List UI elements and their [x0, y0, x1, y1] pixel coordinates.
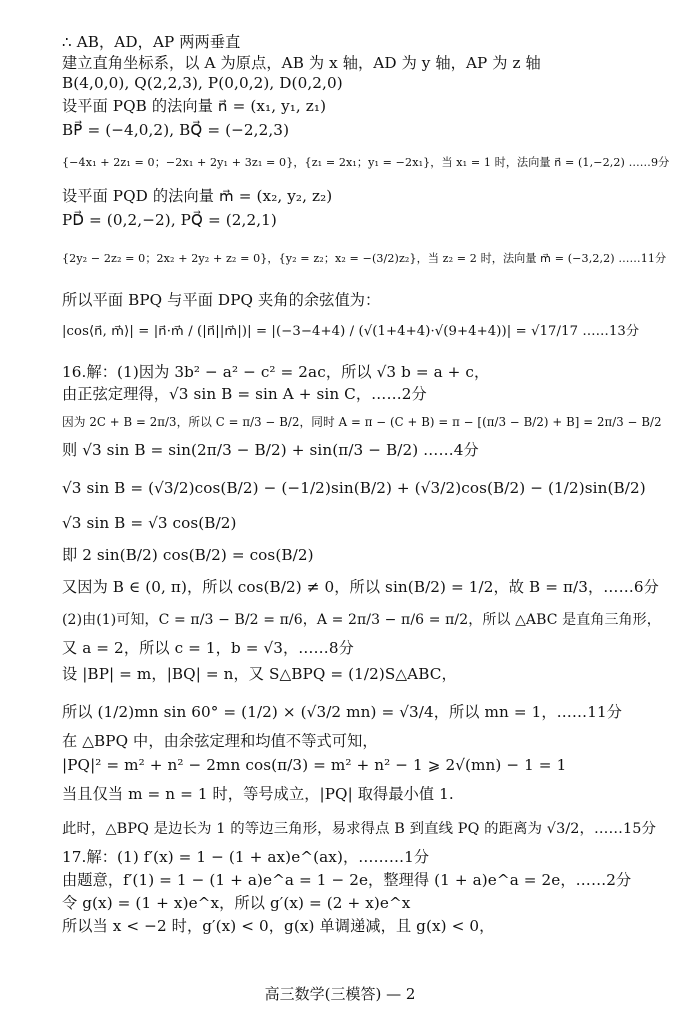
- text-line: |cos⟨n⃗, m⃗⟩| = |n⃗·m⃗ / (|n⃗||m⃗|)| = |(−3−4+4) / (√(1+4+4)·√(9+4+4))| = √17/17 ……13分: [62, 324, 640, 339]
- text-line: |PQ|² = m² + n² − 2mn cos(π/3) = m² + n² − 1 ⩾ 2√(mn) − 1 = 1: [62, 756, 567, 774]
- text-line: 在 △BPQ 中，由余弦定理和均值不等式可知，: [62, 732, 378, 750]
- text-line: 建立直角坐标系，以 A 为原点，AB 为 x 轴，AD 为 y 轴，AP 为 z 轴: [62, 54, 541, 72]
- text-line: 即 2 sin(B/2) cos(B/2) = cos(B/2): [62, 546, 314, 564]
- text-line: 所以当 x < −2 时，g′(x) < 0，g(x) 单调递减，且 g(x) < 0，: [62, 917, 495, 935]
- text-line: √3 sin B = √3 cos(B/2): [62, 514, 237, 532]
- text-line: 设平面 PQB 的法向量 n⃗ = (x₁, y₁, z₁): [62, 97, 327, 115]
- text-line: 设平面 PQD 的法向量 m⃗ = (x₂, y₂, z₂): [62, 187, 333, 205]
- text-line: 由题意，f′(1) = 1 − (1 + a)e^a = 1 − 2e，整理得 (1 + a)e^a = 2e，……2分: [62, 871, 632, 889]
- text-line: 因为 2C + B = 2π/3，所以 C = π/3 − B/2，同时 A = π − (C + B) = π − [(π/3 − B/2) + B] = 2π/3 − B/2: [62, 415, 662, 429]
- text-line: {2y₂ − 2z₂ = 0；2x₂ + 2y₂ + z₂ = 0}，{y₂ = z₂；x₂ = −(3/2)z₂}，当 z₂ = 2 时，法向量 m⃗ = (−3,2,2) ……11分: [62, 252, 667, 265]
- text-line: 设 |BP| = m，|BQ| = n，又 S△BPQ = (1/2)S△ABC，: [62, 665, 457, 683]
- text-line: (2)由(1)可知，C = π/3 − B/2 = π/6，A = 2π/3 − π/6 = π/2，所以 △ABC 是直角三角形，: [62, 612, 661, 628]
- text-line: 所以平面 BPQ 与平面 DPQ 夹角的余弦值为：: [62, 291, 381, 309]
- text-line: 又 a = 2，所以 c = 1，b = √3，……8分: [62, 639, 354, 657]
- text-line: PD⃗ = (0,2,−2), PQ⃗ = (2,2,1): [62, 211, 277, 229]
- text-line: {−4x₁ + 2z₁ = 0；−2x₁ + 2y₁ + 3z₁ = 0}，{z₁ = 2x₁；y₁ = −2x₁}，当 x₁ = 1 时，法向量 n⃗ = (1,−2,2) ……9分: [62, 156, 670, 169]
- text-line: ∴ AB，AD，AP 两两垂直: [62, 33, 241, 51]
- text-line: 16.解：(1)因为 3b² − a² − c² = 2ac，所以 √3 b = a + c，: [62, 363, 490, 381]
- text-line: 令 g(x) = (1 + x)e^x，所以 g′(x) = (2 + x)e^x: [62, 894, 411, 912]
- text-line: 则 √3 sin B = sin(2π/3 − B/2) + sin(π/3 − B/2) ……4分: [62, 441, 479, 459]
- text-line: B(4,0,0), Q(2,2,3), P(0,0,2), D(0,2,0): [62, 74, 343, 92]
- text-line: 又因为 B ∈ (0, π)，所以 cos(B/2) ≠ 0，所以 sin(B/2) = 1/2，故 B = π/3，……6分: [62, 578, 659, 596]
- page-footer: 高三数学(三模答) — 2: [264, 985, 416, 1003]
- text-line: 当且仅当 m = n = 1 时，等号成立，|PQ| 取得最小值 1.: [62, 785, 454, 803]
- text-line: √3 sin B = (√3/2)cos(B/2) − (−1/2)sin(B/2) + (√3/2)cos(B/2) − (1/2)sin(B/2): [62, 479, 646, 497]
- text-line: 此时，△BPQ 是边长为 1 的等边三角形，易求得点 B 到直线 PQ 的距离为 √3/2，……15分: [62, 821, 657, 837]
- text-line: 17.解：(1) f′(x) = 1 − (1 + ax)e^(ax)，………1分: [62, 848, 430, 866]
- text-line: 由正弦定理得，√3 sin B = sin A + sin C，……2分: [62, 385, 427, 403]
- text-line: 所以 (1/2)mn sin 60° = (1/2) × (√3/2 mn) = √3/4，所以 mn = 1，……11分: [62, 703, 623, 721]
- text-line: BP⃗ = (−4,0,2), BQ⃗ = (−2,2,3): [62, 121, 290, 139]
